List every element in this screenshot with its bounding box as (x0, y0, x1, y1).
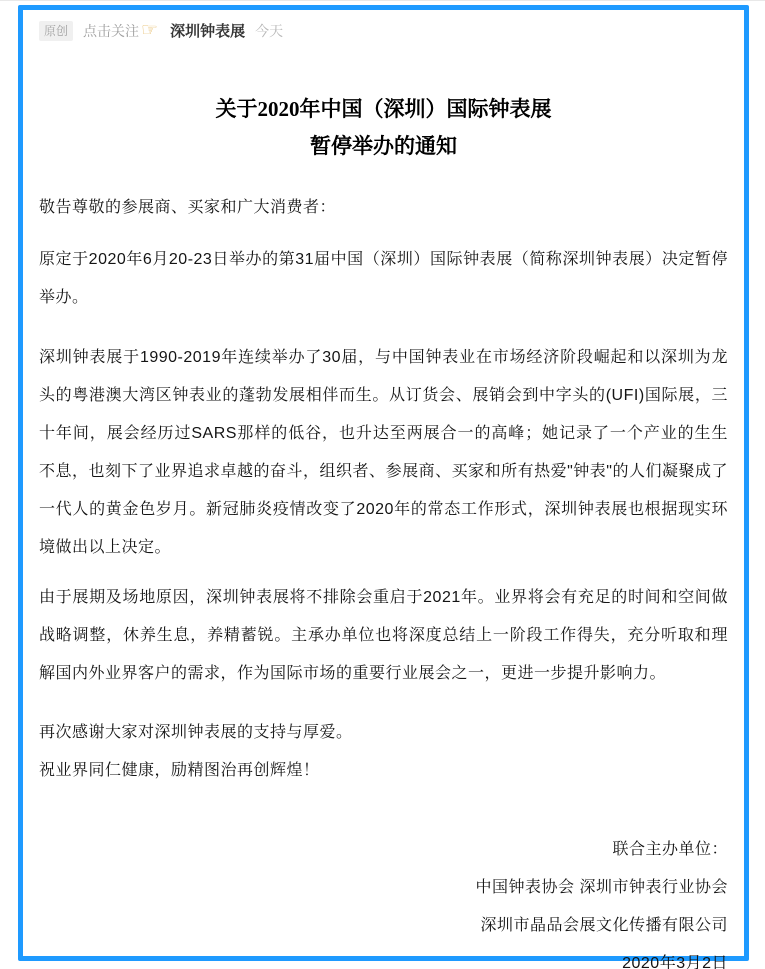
notice-title (39, 91, 728, 165)
signature-date: 2020年3月2日 (622, 955, 728, 969)
signature-label: 联合主办单位： (612, 841, 728, 858)
paragraph: 深圳钟表展于1990-2019年连续举办了30届，与中国钟表业在市场经济阶段崛起和以深圳为龙头的粤港澳大湾区钟表业的蓬勃发展相伴而生。从订货会、展销会到中字头的(UFI)国际展，三十年间，展会经历过SARS那样的低谷，也升达至两展合一的高峰；她记录了一个产业的生生不息，也刻下了业界追求卓越的奋斗，组织者、参展商、买家和所有热爱"钟表"的人们凝聚成了一代人的黄金色岁月。新冠肺炎疫情改变了2020年的常态工作形式，深圳钟表展也根据现实环境做出以上决定。 (39, 349, 728, 556)
article-meta-row (39, 18, 728, 41)
paragraph: 原定于2020年6月20-23日举办的第31届中国（深圳）国际钟表展（简称深圳钟表展）决定暂停举办。 (39, 251, 728, 306)
signature-block (39, 831, 728, 969)
closing-line: 再次感谢大家对深圳钟表展的支持与厚爱。 (39, 724, 353, 741)
greeting-line: 敬告尊敬的参展商、买家和广大消费者： (39, 199, 337, 216)
pointing-hand-icon: ☞ (141, 19, 159, 41)
closing-line: 祝业界同仁健康，励精图治再创辉煌！ (39, 762, 320, 779)
publish-date-label: 今天 (255, 22, 284, 39)
paragraph: 由于展期及场地原因，深圳钟表展将不排除会重启于2021年。业界将会有充足的时间和空间做战略调整，休养生息，养精蓄锐。主承办单位也将深度总结上一阶段工作得失，充分听取和理解国内外业界客户的需求，作为国际市场的重要行业展会之一，更进一步提升影响力。 (39, 589, 728, 682)
notice-title-line2: 暂停举办的通知 (310, 134, 457, 158)
account-name-link[interactable]: 深圳钟表展 (170, 23, 246, 40)
signature-org-line: 中国钟表协会 深圳市钟表行业协会 (475, 879, 728, 896)
notice-title-line1: 关于2020年中国（深圳）国际钟表展 (215, 97, 552, 121)
notice-frame (18, 5, 749, 969)
notice-body (39, 189, 728, 790)
signature-org-line: 深圳市晶品会展文化传播有限公司 (480, 917, 728, 934)
original-badge: 原创 (39, 21, 73, 41)
follow-button[interactable] (83, 21, 158, 41)
follow-label: 点击关注 (83, 22, 140, 39)
